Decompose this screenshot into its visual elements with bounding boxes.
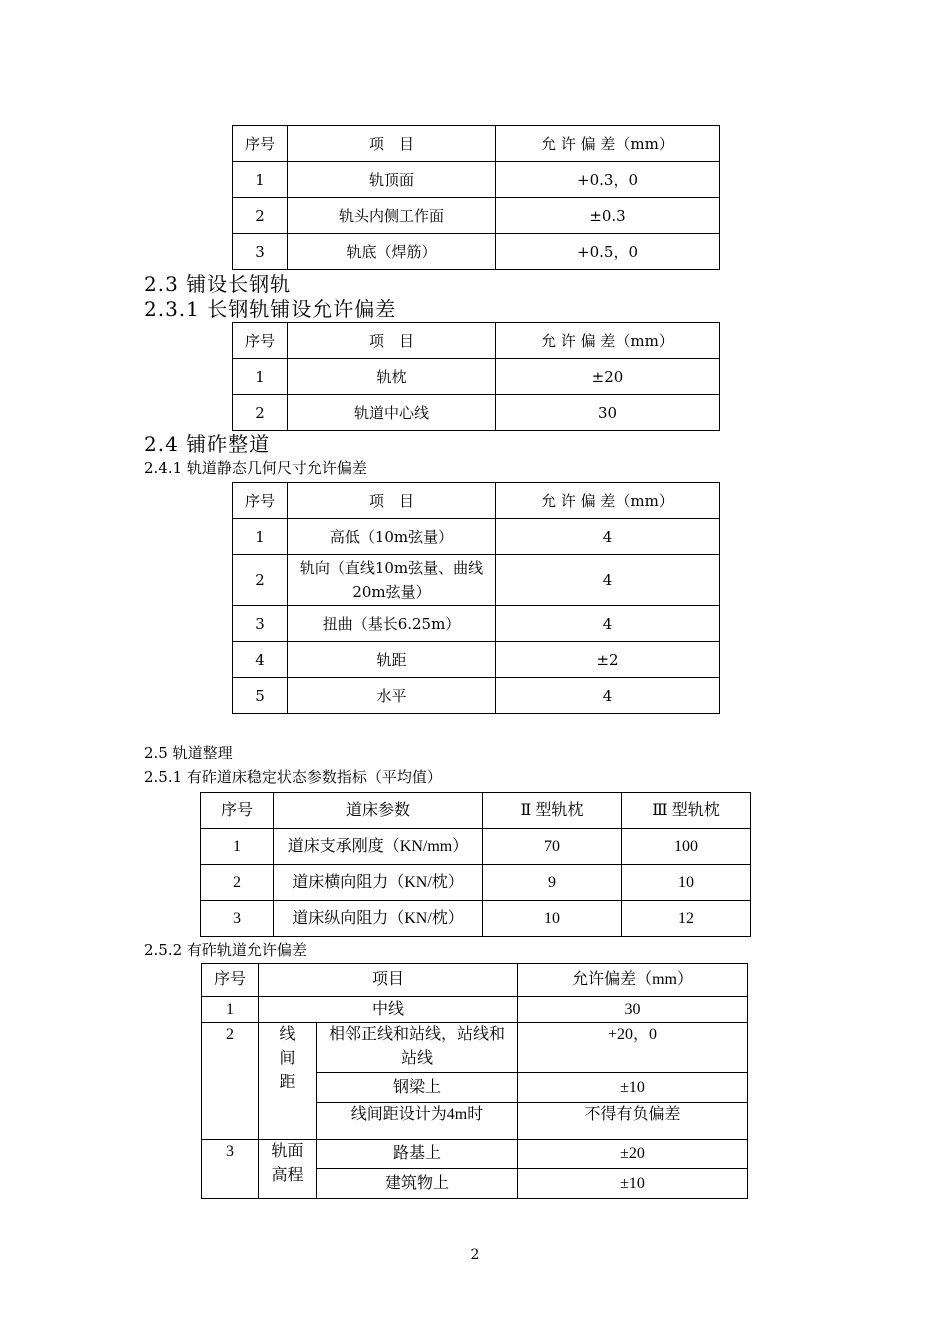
table-row <box>233 198 720 234</box>
section-heading-2-3-1: 2.3.1 长钢轨铺设允许偏差 <box>144 297 397 321</box>
table-cell: 轨道中心线 <box>288 395 496 431</box>
table-cell: 1 <box>202 997 259 1023</box>
table-row <box>233 642 720 678</box>
table-cell: 70 <box>483 829 622 865</box>
section-heading-2-5-2: 2.5.2 有砟轨道允许偏差 <box>144 941 307 959</box>
table-cell: 4 <box>496 606 720 642</box>
table-cell: 9 <box>483 865 622 901</box>
table-cell: 线间距设计为4m时 <box>317 1103 518 1140</box>
group-label: 线间距 <box>279 1026 296 1091</box>
header-cell: 项目 <box>259 964 518 997</box>
table-2 <box>232 322 720 431</box>
table-row <box>233 519 720 555</box>
section-heading-2-3: 2.3 铺设长钢轨 <box>144 272 292 296</box>
group-label-cell <box>259 1140 317 1199</box>
header-cell: 序号 <box>233 483 288 519</box>
table-header-row <box>201 793 751 829</box>
table-header-row <box>233 323 720 359</box>
table-cell: 道床横向阻力（KN/枕） <box>274 865 483 901</box>
table-cell: 扭曲（基长6.25m） <box>288 606 496 642</box>
table-cell: ±2 <box>496 642 720 678</box>
table-cell: 4 <box>496 519 720 555</box>
table-header-row <box>233 483 720 519</box>
table-cell: 10 <box>483 901 622 937</box>
table-cell: ±0.3 <box>496 198 720 234</box>
table-cell: 5 <box>233 678 288 714</box>
table-cell: 1 <box>201 829 274 865</box>
table-cell: 轨顶面 <box>288 162 496 198</box>
table-row <box>202 1023 748 1073</box>
table-cell: 3 <box>201 901 274 937</box>
table-cell: 2 <box>201 865 274 901</box>
table-cell: 道床纵向阻力（KN/枕） <box>274 901 483 937</box>
table-cell: 1 <box>233 359 288 395</box>
table-row <box>233 234 720 270</box>
table-row <box>201 829 751 865</box>
header-cell: 允许偏差（mm） <box>518 964 748 997</box>
table-cell: 3 <box>233 606 288 642</box>
table-cell: 4 <box>496 555 720 606</box>
table-cell: +0.5，0 <box>496 234 720 270</box>
table-row <box>233 359 720 395</box>
table-cell: 10 <box>622 865 751 901</box>
table-cell: 轨头内侧工作面 <box>288 198 496 234</box>
section-heading-2-4-1: 2.4.1 轨道静态几何尺寸允许偏差 <box>144 459 367 477</box>
header-cell: 序号 <box>233 323 288 359</box>
table-cell: 钢梁上 <box>317 1073 518 1103</box>
table-cell: 轨距 <box>288 642 496 678</box>
table-cell: 30 <box>496 395 720 431</box>
table-cell: 路基上 <box>317 1140 518 1169</box>
table-cell: 1 <box>233 162 288 198</box>
group-number-cell: 3 <box>202 1140 259 1199</box>
table-4 <box>200 792 751 937</box>
table-cell: 30 <box>518 997 748 1023</box>
table-cell: 4 <box>233 642 288 678</box>
table-cell: 2 <box>233 395 288 431</box>
table-cell: 12 <box>622 901 751 937</box>
section-heading-2-5: 2.5 轨道整理 <box>144 744 233 762</box>
table-5 <box>201 963 748 1199</box>
table-cell: 道床支承刚度（KN/mm） <box>274 829 483 865</box>
table-row <box>202 1140 748 1169</box>
table-row <box>201 865 751 901</box>
table-cell: ±20 <box>518 1140 748 1169</box>
table-cell: ±10 <box>518 1073 748 1103</box>
header-cell: 序号 <box>201 793 274 829</box>
header-cell: 项 目 <box>288 483 496 519</box>
table-cell: ±20 <box>496 359 720 395</box>
table-row <box>233 678 720 714</box>
section-heading-2-5-1: 2.5.1 有砟道床稳定状态参数指标（平均值） <box>144 768 442 786</box>
group-number-cell: 2 <box>202 1023 259 1140</box>
header-cell: 允 许 偏 差（mm） <box>496 126 720 162</box>
table-header-row <box>202 964 748 997</box>
table-row <box>233 162 720 198</box>
section-heading-2-4: 2.4 铺砟整道 <box>144 432 271 456</box>
group-label: 轨面高程 <box>271 1143 304 1184</box>
table-row <box>233 606 720 642</box>
table-header-row <box>233 126 720 162</box>
table-cell: 中线 <box>259 997 518 1023</box>
table-cell: 2 <box>233 555 288 606</box>
table-row <box>202 997 748 1023</box>
table-cell: 不得有负偏差 <box>518 1103 748 1140</box>
table-cell: 高低（10m弦量） <box>288 519 496 555</box>
table-row <box>233 395 720 431</box>
table-cell: +20，0 <box>518 1023 748 1073</box>
table-cell: 轨底（焊筋） <box>288 234 496 270</box>
header-cell: 序号 <box>202 964 259 997</box>
table-cell-text: 轨向（直线10m弦量、曲线20m弦量） <box>299 559 484 601</box>
table-cell: 3 <box>233 234 288 270</box>
table-cell-text: 相邻正线和站线，站线和站线 <box>329 1026 506 1067</box>
table-row <box>201 901 751 937</box>
header-cell: 允 许 偏 差（mm） <box>496 323 720 359</box>
table-cell: 100 <box>622 829 751 865</box>
table-3 <box>232 482 720 714</box>
table-cell: 4 <box>496 678 720 714</box>
table-cell <box>317 1023 518 1073</box>
table-cell: +0.3，0 <box>496 162 720 198</box>
table-cell: 1 <box>233 519 288 555</box>
table-1 <box>232 125 720 270</box>
header-cell: 序号 <box>233 126 288 162</box>
group-label-cell <box>259 1023 317 1140</box>
header-cell: Ⅲ 型轨枕 <box>622 793 751 829</box>
header-cell: 道床参数 <box>274 793 483 829</box>
header-cell: 允 许 偏 差（mm） <box>496 483 720 519</box>
header-cell: 项 目 <box>288 323 496 359</box>
table-row <box>233 555 720 606</box>
table-cell: 建筑物上 <box>317 1169 518 1199</box>
header-cell: 项 目 <box>288 126 496 162</box>
table-cell: 2 <box>233 198 288 234</box>
table-cell: ±10 <box>518 1169 748 1199</box>
table-cell: 轨枕 <box>288 359 496 395</box>
table-cell <box>288 555 496 606</box>
table-cell: 水平 <box>288 678 496 714</box>
page-number: 2 <box>470 1247 480 1263</box>
header-cell: Ⅱ 型轨枕 <box>483 793 622 829</box>
